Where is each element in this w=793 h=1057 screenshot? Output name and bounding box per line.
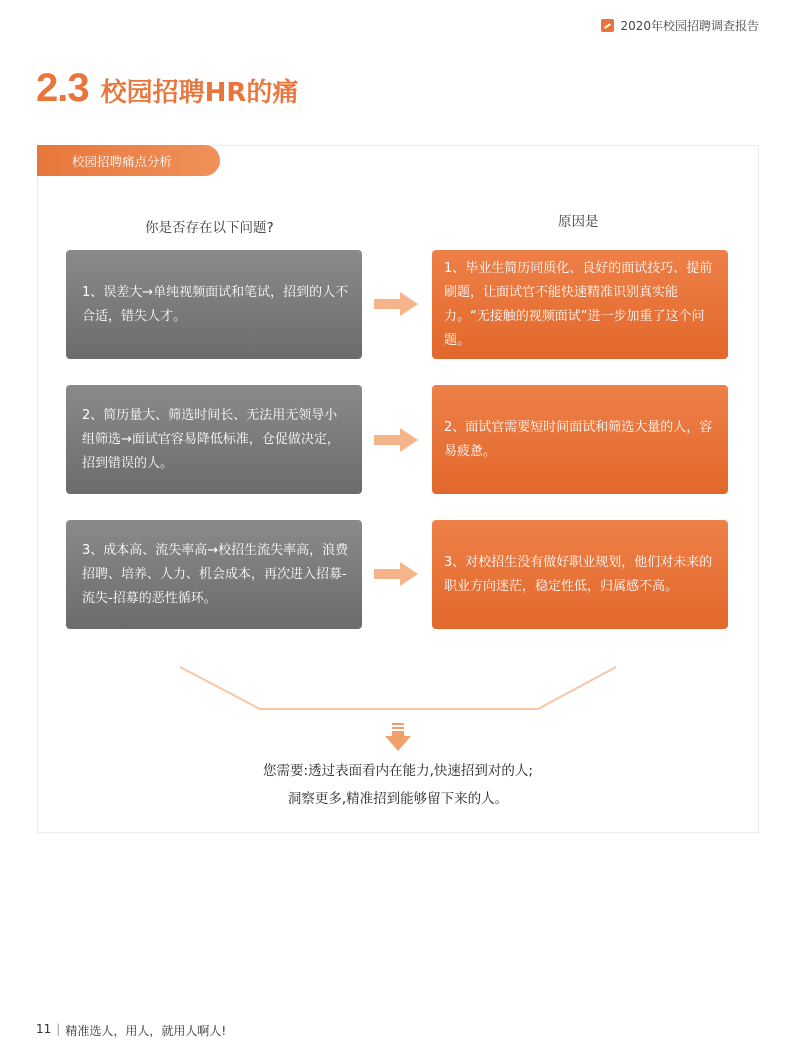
pen-note-icon (601, 19, 614, 32)
funnel-bracket (178, 665, 618, 713)
panel-tab-label: 校园招聘痛点分析 (37, 145, 220, 176)
reason-text-1: 1、毕业生简历同质化、良好的面试技巧、提前刷题，让面试官不能快速精准识别真实能力。“无接触的视频面试”进一步加重了这个问题。 (444, 260, 713, 348)
problem-text-2: 2、简历量大、筛选时间长、无法用无领导小组筛选→面试官容易降低标准，仓促做决定，招到错误的人。 (82, 407, 340, 471)
section-number: 2.3 (36, 66, 89, 110)
right-arrow-icon (374, 428, 418, 452)
page-number: 11 (36, 1022, 52, 1036)
reason-text-3: 3、对校招生没有做好职业规划，他们对未来的职业方向迷茫，稳定性低，归属感不高。 (444, 554, 713, 594)
pain-point-panel (37, 145, 759, 833)
problems-heading: 你是否存在以下问题? (145, 220, 274, 236)
problem-card-2 (66, 385, 362, 494)
reasons-heading: 原因是 (558, 214, 599, 230)
footer-divider: | (56, 1022, 61, 1036)
page-footer (36, 1022, 226, 1039)
problem-card-3 (66, 520, 362, 629)
reason-card-3 (432, 520, 728, 629)
problem-text-3: 3、成本高、流失率高→校招生流失率高，浪费招聘、培养、人力、机会成本，再次进入招募-流失-招募的恶性循环。 (82, 542, 349, 606)
report-header (601, 17, 759, 34)
section-heading (36, 66, 298, 111)
reason-card-2 (432, 385, 728, 494)
reason-text-2: 2、面试官需要短时间面试和筛选大量的人，容易疲惫。 (444, 419, 713, 459)
right-arrow-icon (374, 292, 418, 316)
report-title: 2020年校园招聘调查报告 (620, 19, 759, 33)
problem-card-1 (66, 250, 362, 359)
conclusion-line-2: 洞察更多,精准招到能够留下来的人。 (287, 791, 509, 807)
section-title: 校园招聘HR的痛 (100, 78, 299, 108)
right-arrow-icon (374, 562, 418, 586)
problem-text-1: 1、误差大→单纯视频面试和笔试，招到的人不合适，错失人才。 (82, 284, 349, 324)
conclusion-line-1: 您需要:透过表面看内在能力,快速招到对的人; (263, 763, 533, 779)
reason-card-1 (432, 250, 728, 359)
footer-slogan: 精准选人，用人，就用人啊人! (65, 1024, 227, 1038)
down-arrow-icon (385, 723, 411, 751)
